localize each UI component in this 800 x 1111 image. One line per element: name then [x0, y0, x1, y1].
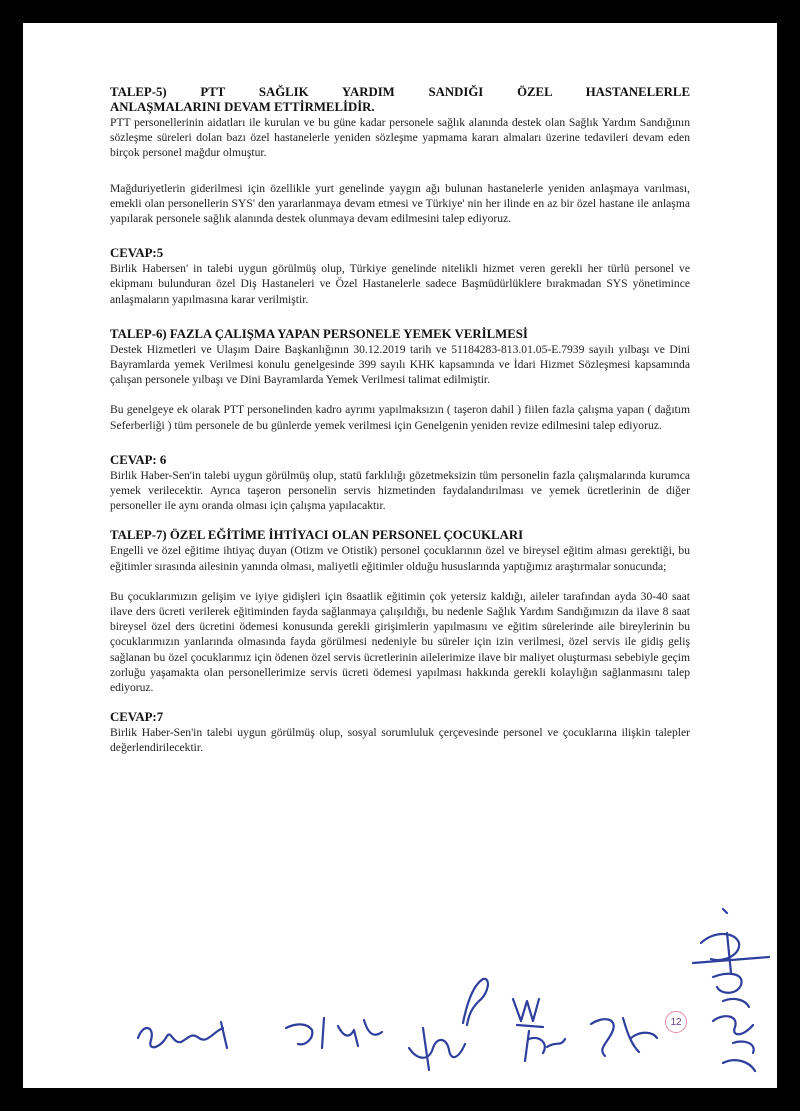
signature-1 — [133, 1008, 243, 1068]
cevap5-paragraph: Birlik Habersen' in talebi uygun görülmüş olup, Türkiye genelinde nitelikli hizmet veren gerekli her türlü personel ve ekipmanı bulunduran özel Diş Hastaneleri ve Özel Hastanelerle sadece Başmüdürlüklere bırakmadan SYS yönetimince anlaşmaların yapılmasına karar verilmiştir. — [110, 262, 690, 306]
talep5-heading-line1: TALEP-5) PTT SAĞLIK YARDIM SANDIĞI ÖZEL HASTANELERLE — [110, 85, 690, 99]
talep7-paragraph-2: Bu çocuklarımızın gelişim ve iyiye gidişleri için 8saatlik eğitimin çok yetersiz kaldığı, aileler tarafından ayda 30-40 saat ilave ders ücreti verilerek eğitiminden fayda sağlanmaya çalışıldığı, bu nedenle Sağlık Yardım Sandığımızın da ilave 8 saat bireysel özel ders ücretini ödemesi konusunda gerekli girişimlerin yapılmasını ve eğitim sürelerinde aile bireylerinin bu çocuklarımızın yanlarında olmasında fayda görülmesi nedeniyle bu süreler için izin verilmesi, özel servis ile gidiş geliş sağlanan bu özel çocuklarımız için ödenen özel servis ücretlerinin ailelerimize ilave bir maliyet oluşturması sebebiyle geçim zorluğu yaşamakta olan personellerimize servis ücreti ödemesi yapılması hakkında gerekli kolaylığın sağlanmasını talep ediyoruz. — [110, 589, 690, 695]
talep6-paragraph-2: Bu genelgeye ek olarak PTT personelinden kadro ayrımı yapılmaksızın ( taşeron dahil ) fiilen fazla çalışma yapan ( dağıtım Seferberliği ) tüm personele de bu günlerde yemek verilmesi için Genelgenin yeniden revize edilmesini talep ediyoruz. — [110, 403, 690, 432]
document-body — [110, 85, 690, 756]
cevap6-paragraph: Birlik Haber-Sen'in talebi uygun görülmüş olup, statü farklılığı gözetmeksizin tüm personelin fazla çalışmalarında kurumca yemek verilecektir. Ayrıca taşeron personelin servis hizmetinden faydalandırılması ve yemek ücretlerinin de diğer personeller ile aynı oranda olması için çalışma yapılacaktır. — [110, 468, 690, 513]
talep6-paragraph-1: Destek Hizmetleri ve Ulaşım Daire Başkanlığının 30.12.2019 tarih ve 51184283-813.01.05-E.7939 sayılı yılbaşı ve Dini Bayramlarda yemek Verilmesi konulu genelgesinde 399 sayılı KHK kapsamında ve İdari Hizmet Sözleşmesi kapsamında çalışan personele yılbaşı ve Dini Bayramlarda Yemek Verilmesi talimat edilmiştir. — [110, 342, 690, 387]
signature-7 — [683, 903, 773, 1083]
signature-4 — [453, 973, 498, 1028]
talep5-heading-line2: ANLAŞMALARINI DEVAM ETTİRMELİDİR. — [110, 100, 375, 114]
signature-6 — [583, 1008, 663, 1063]
cevap7-paragraph: Birlik Haber-Sen'in talebi uygun görülmüş olup, sosyal sorumluluk çerçevesinde personel ve çocuklarına ilişkin talepler değerlendirilecektir. — [110, 726, 690, 755]
page-number: 12 — [665, 1011, 687, 1033]
talep7-paragraph-1: Engelli ve özel eğitime ihtiyaç duyan (Otizm ve Otistik) personel çocuklarının özel ve bireysel eğitim alması gerektiği, bu eğitimler sırasında ailesinin yanında olması, maliyetli eğitimler olduğu hususlarında yaptığımız araştırmalar sonucunda; — [110, 544, 690, 573]
talep7-heading: TALEP-7) ÖZEL EĞİTİME İHTİYACI OLAN PERSONEL ÇOCUKLARI — [110, 528, 524, 543]
document-page — [23, 23, 777, 1088]
cevap6-heading: CEVAP: 6 — [110, 452, 167, 467]
cevap5-heading: CEVAP:5 — [110, 246, 164, 261]
talep5-paragraph-2: Mağduriyetlerin giderilmesi için özellikle yurt genelinde yaygın ağı bulunan hastanelerle yeniden anlaşmaya varılması, emekli olan personellerin SYS' den yararlanmaya devam etmesi ve Türkiye' nin her ilinde en az bir özel hastane ile anlaşma yapılarak personele sağlık alanında destek olunmaya devam edilmesini talep ediyoruz. — [110, 181, 690, 226]
talep6-heading: TALEP-6) FAZLA ÇALIŞMA YAPAN PERSONELE YEMEK VERİLMESİ — [110, 326, 528, 341]
signature-2 — [278, 1008, 398, 1058]
talep5-paragraph-1: PTT personellerinin aidatları ile kurulan ve bu güne kadar personele sağlık alanında destek olan Sağlık Yardım Sandığının sözleşme süreleri dolan bazı özel hastanelerle yeniden sözleşme yapmama kararı almaları üzerine tedavileri devam eden birçok personel mağdur olmuştur. — [110, 116, 690, 160]
cevap7-heading: CEVAP:7 — [110, 710, 164, 725]
signature-5 — [503, 991, 573, 1066]
